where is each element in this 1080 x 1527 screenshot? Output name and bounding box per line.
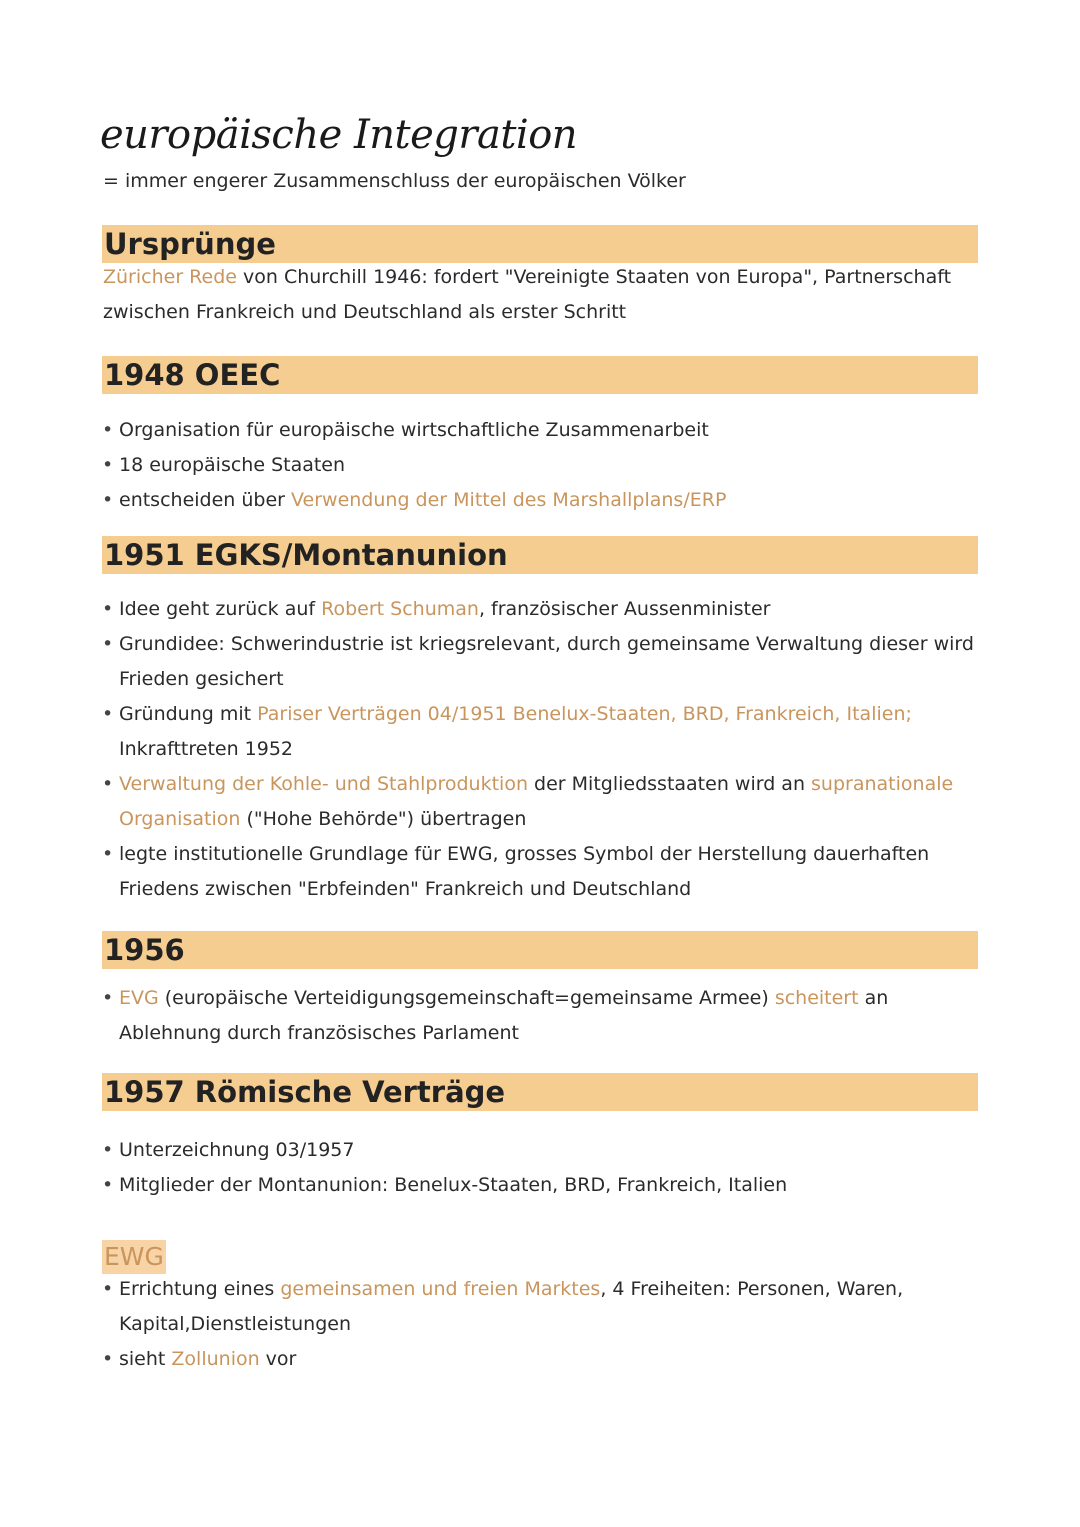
bullet-text: Inkrafttreten 1952 — [119, 738, 294, 760]
bullet-text: Unterzeichnung 03/1957 — [119, 1139, 355, 1161]
list-item — [102, 483, 982, 518]
bullet-text: legte institutionelle Grundlage für EWG, grosses Symbol der Herstellung dauerhaften Friedens zwischen "Erbfeinden" Frankreich und Deutschland — [119, 843, 930, 900]
bullet-dot: • — [102, 1278, 114, 1300]
egks-bullet-list — [102, 592, 982, 907]
accent-supranationale: supranationale Organisation — [119, 773, 954, 830]
heading-egks — [102, 536, 978, 574]
heading-oeec — [102, 356, 978, 394]
bullet-dot: • — [102, 843, 114, 865]
heading-egks-text: 1951 EGKS/Montanunion — [104, 538, 508, 572]
bullet-text: 18 europäische Staaten — [119, 454, 346, 476]
accent-zollunion: Zollunion — [171, 1348, 260, 1370]
bullet-text: Idee geht zurück auf — [119, 598, 322, 620]
bullet-dot: • — [102, 454, 114, 476]
bullet-text: Organisation für europäische wirtschaftliche Zusammenarbeit — [119, 419, 709, 441]
bullet-text: Gründung mit — [119, 703, 258, 725]
list-item — [102, 1168, 982, 1203]
accent-verwaltung: Verwaltung der Kohle- und Stahlproduktion — [119, 773, 529, 795]
bullet-text: ("Hohe Behörde") übertragen — [240, 808, 527, 830]
bullet-text: Mitglieder der Montanunion: Benelux-Staaten, BRD, Frankreich, Italien — [119, 1174, 788, 1196]
bullet-dot: • — [102, 1139, 114, 1161]
list-item — [102, 627, 982, 697]
bullet-text: vor — [259, 1348, 297, 1370]
accent-marshallplan: Verwendung der Mittel des Marshallplans/ERP — [291, 489, 727, 511]
accent-scheitert: scheitert — [774, 987, 859, 1009]
bullet-text: der Mitgliedsstaaten wird an — [528, 773, 812, 795]
bullet-dot: • — [102, 703, 114, 725]
bullet-dot: • — [102, 1174, 114, 1196]
bullet-text: Errichtung eines — [119, 1278, 281, 1300]
y1956-bullet-list — [102, 981, 982, 1051]
oeec-bullet-list — [102, 413, 982, 518]
paragraph-urspruenge-text: von Churchill 1946: fordert "Vereinigte Staaten von Europa", Partnerschaft zwischen Frankreich und Deutschland als erster Schritt — [103, 266, 952, 323]
bullet-dot: • — [102, 1348, 114, 1370]
list-item — [102, 697, 982, 767]
accent-evg: EVG — [119, 987, 159, 1009]
list-item — [102, 1272, 982, 1342]
list-item — [102, 767, 982, 837]
accent-markt: gemeinsamen und freien Marktes — [280, 1278, 601, 1300]
accent-robert-schuman: Robert Schuman — [321, 598, 479, 620]
list-item — [102, 1342, 982, 1377]
bullet-text: entscheiden über — [119, 489, 292, 511]
bullet-dot: • — [102, 598, 114, 620]
list-item — [102, 981, 982, 1051]
heading-1956 — [102, 931, 978, 969]
heading-roemische-vertraege — [102, 1073, 978, 1111]
bullet-text: an Ablehnung durch französisches Parlament — [119, 987, 889, 1044]
heading-oeec-text: 1948 OEEC — [104, 358, 281, 392]
bullet-dot: • — [102, 773, 114, 795]
ewg-bullet-list — [102, 1272, 982, 1377]
bullet-text: (europäische Verteidigungsgemeinschaft=gemeinsame Armee) — [158, 987, 775, 1009]
bullet-dot: • — [102, 489, 114, 511]
bullet-text: , 4 Freiheiten: Personen, Waren, Kapital,Dienstleistungen — [119, 1278, 904, 1335]
list-item — [102, 1133, 982, 1168]
list-item — [102, 837, 982, 907]
heading-urspruenge-text: Ursprünge — [104, 227, 276, 261]
accent-pariser-vertraege: Pariser Verträgen 04/1951 Benelux-Staaten, BRD, Frankreich, Italien; — [257, 703, 912, 725]
roemisch-bullet-list — [102, 1133, 982, 1203]
subtitle-definition: = immer engerer Zusammenschluss der europäischen Völker — [103, 170, 686, 192]
bullet-dot: • — [102, 419, 114, 441]
bullet-dot: • — [102, 987, 114, 1009]
heading-roemische-vertraege-text: 1957 Römische Verträge — [104, 1075, 506, 1109]
bullet-text: sieht — [119, 1348, 172, 1370]
heading-1956-text: 1956 — [104, 933, 185, 967]
bullet-dot: • — [102, 633, 114, 655]
accent-zuericher-rede: Züricher Rede — [103, 266, 237, 288]
list-item — [102, 413, 982, 448]
heading-urspruenge — [102, 225, 978, 263]
page-title: europäische Integration — [100, 112, 578, 158]
bullet-text: Grundidee: Schwerindustrie ist kriegsrelevant, durch gemeinsame Verwaltung dieser wird Frieden gesichert — [119, 633, 974, 690]
ewg-label: EWG — [102, 1240, 166, 1274]
bullet-text: , französischer Aussenminister — [478, 598, 771, 620]
list-item — [102, 448, 982, 483]
paragraph-urspruenge — [103, 260, 993, 330]
list-item — [102, 592, 982, 627]
